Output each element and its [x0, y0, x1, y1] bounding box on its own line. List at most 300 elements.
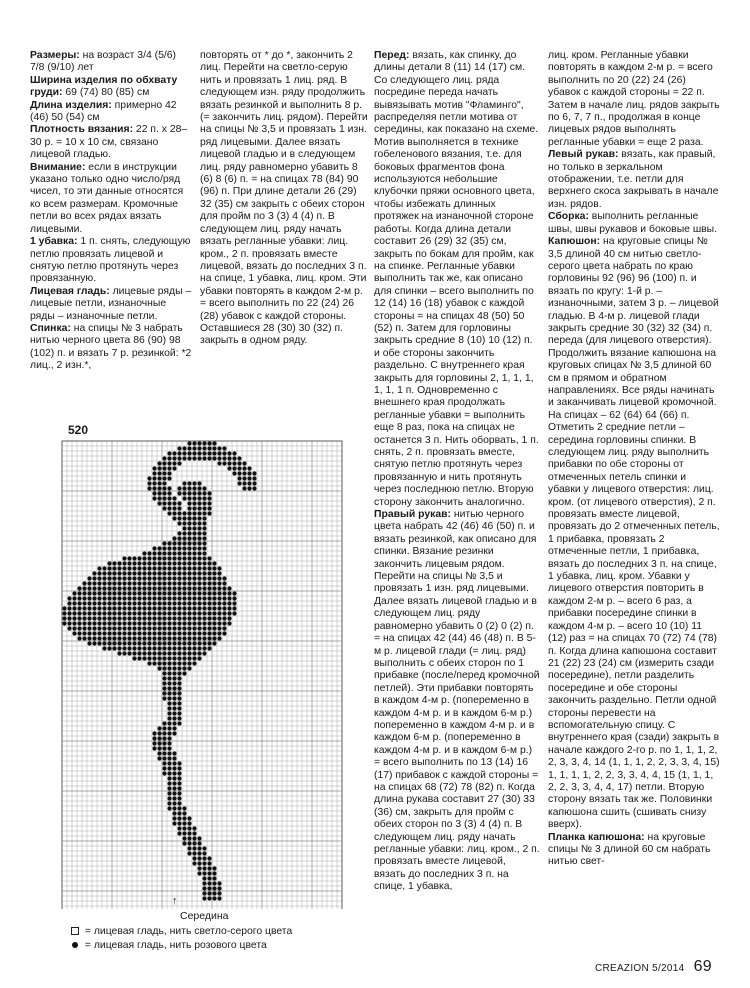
motif-stitch	[162, 756, 166, 760]
motif-stitch	[147, 626, 151, 630]
motif-stitch	[157, 736, 161, 740]
motif-stitch	[232, 461, 236, 465]
motif-stitch	[107, 636, 111, 640]
motif-stitch	[212, 571, 216, 575]
motif-stitch	[207, 881, 211, 885]
motif-stitch	[182, 541, 186, 545]
motif-stitch	[192, 661, 196, 665]
motif-stitch	[197, 586, 201, 590]
motif-stitch	[207, 871, 211, 875]
motif-stitch	[97, 616, 101, 620]
motif-stitch	[227, 586, 231, 590]
motif-stitch	[142, 636, 146, 640]
motif-stitch	[167, 696, 171, 700]
motif-stitch	[82, 591, 86, 595]
paragraph-text: повторять от * до *, закончить 2 лиц. Перейти на светло-серую нить и провязать 1 лиц. ряд. В следующем изн. ряду продолжить вязать резинкой и выполнить 8 р. (= закончить лиц. рядом). Перейти на спицы № 3,5 и провязать 1 изн. ряд лицевыми. Далее вязать лицевой гладью и в следующем лиц. ряду равномерно убавить 8 (6) 8 (6) п. = на спицах 78 (84) 90 (96) п. При длине детали 26 (29) 32 (35) см закрыть с обеих сторон для пройм по 3 (3) 4 (4) п. В следующем лиц. ряду начать вязать регланные убавки: лиц. кром., 2 п. провязать вместе лицевой, вязать до последних 3 п. на спице, 1 убавка, лиц. кром. Эти убавки повторять в каждом 2-м р. = всего выполнить по 22 (24) 26 (28) убавок с каждой стороны. Оставшиеся 28 (30) 30 (32) п. закрыть в одном ряду.	[200, 50, 368, 347]
motif-stitch	[207, 576, 211, 580]
motif-stitch	[72, 596, 76, 600]
motif-stitch	[157, 621, 161, 625]
motif-stitch	[97, 586, 101, 590]
motif-stitch	[197, 846, 201, 850]
motif-stitch	[192, 556, 196, 560]
motif-stitch	[162, 616, 166, 620]
motif-stitch	[107, 591, 111, 595]
motif-stitch	[207, 606, 211, 610]
motif-stitch	[162, 771, 166, 775]
motif-stitch	[122, 591, 126, 595]
motif-stitch	[202, 501, 206, 505]
motif-stitch	[107, 631, 111, 635]
motif-stitch	[132, 651, 136, 655]
motif-stitch	[172, 556, 176, 560]
motif-stitch	[207, 631, 211, 635]
motif-stitch	[212, 441, 216, 445]
motif-stitch	[162, 566, 166, 570]
motif-stitch	[212, 566, 216, 570]
motif-stitch	[212, 896, 216, 900]
motif-stitch	[152, 741, 156, 745]
motif-stitch	[162, 751, 166, 755]
motif-stitch	[182, 451, 186, 455]
motif-stitch	[152, 731, 156, 735]
motif-stitch	[172, 581, 176, 585]
motif-stitch	[197, 856, 201, 860]
motif-stitch	[112, 576, 116, 580]
motif-stitch	[112, 646, 116, 650]
motif-stitch	[197, 446, 201, 450]
motif-stitch	[182, 631, 186, 635]
motif-stitch	[217, 621, 221, 625]
motif-stitch	[147, 586, 151, 590]
motif-stitch	[152, 546, 156, 550]
motif-stitch	[167, 791, 171, 795]
paragraph-text: на возраст 3/4 (5/6) 7/8 (9/10) лет	[30, 50, 176, 74]
motif-stitch	[207, 596, 211, 600]
motif-stitch	[167, 801, 171, 805]
motif-stitch	[212, 871, 216, 875]
flamingo-chart	[60, 439, 350, 909]
paragraph	[30, 124, 192, 161]
motif-stitch	[157, 726, 161, 730]
motif-stitch	[177, 786, 181, 790]
motif-stitch	[167, 476, 171, 480]
motif-stitch	[157, 561, 161, 565]
motif-stitch	[137, 591, 141, 595]
motif-stitch	[162, 576, 166, 580]
motif-stitch	[247, 481, 251, 485]
motif-stitch	[107, 586, 111, 590]
motif-stitch	[167, 461, 171, 465]
motif-stitch	[207, 621, 211, 625]
motif-stitch	[172, 551, 176, 555]
motif-stitch	[137, 566, 141, 570]
motif-stitch	[167, 751, 171, 755]
motif-stitch	[177, 556, 181, 560]
motif-stitch	[192, 841, 196, 845]
motif-stitch	[147, 616, 151, 620]
motif-stitch	[182, 821, 186, 825]
motif-stitch	[177, 651, 181, 655]
paragraph	[30, 162, 192, 236]
motif-stitch	[92, 616, 96, 620]
paragraph-text: лицевые ряды – лицевые петли, изнаночные ряды – изнаночные петли.	[30, 285, 192, 322]
motif-stitch	[167, 596, 171, 600]
motif-stitch	[167, 581, 171, 585]
motif-stitch	[87, 636, 91, 640]
motif-stitch	[177, 446, 181, 450]
motif-stitch	[142, 581, 146, 585]
motif-stitch	[192, 581, 196, 585]
motif-stitch	[97, 591, 101, 595]
motif-stitch	[232, 601, 236, 605]
motif-stitch	[77, 631, 81, 635]
motif-stitch	[177, 771, 181, 775]
motif-stitch	[182, 811, 186, 815]
motif-stitch	[167, 756, 171, 760]
motif-stitch	[187, 656, 191, 660]
motif-stitch	[177, 546, 181, 550]
motif-stitch	[192, 511, 196, 515]
motif-stitch	[187, 531, 191, 535]
motif-stitch	[172, 801, 176, 805]
motif-stitch	[77, 611, 81, 615]
motif-stitch	[167, 626, 171, 630]
motif-stitch	[187, 526, 191, 530]
motif-stitch	[207, 566, 211, 570]
motif-stitch	[127, 586, 131, 590]
motif-stitch	[132, 601, 136, 605]
motif-stitch	[227, 611, 231, 615]
motif-stitch	[187, 506, 191, 510]
motif-stitch	[182, 481, 186, 485]
motif-stitch	[242, 466, 246, 470]
motif-stitch	[117, 631, 121, 635]
motif-stitch	[162, 496, 166, 500]
motif-stitch	[117, 576, 121, 580]
motif-stitch	[192, 566, 196, 570]
motif-stitch	[177, 486, 181, 490]
motif-stitch	[192, 561, 196, 565]
motif-stitch	[162, 586, 166, 590]
motif-stitch	[102, 631, 106, 635]
motif-stitch	[117, 626, 121, 630]
motif-stitch	[167, 501, 171, 505]
motif-stitch	[222, 616, 226, 620]
section-heading: Капюшон:	[548, 236, 601, 248]
motif-stitch	[177, 616, 181, 620]
paragraph	[548, 50, 720, 149]
motif-stitch	[197, 651, 201, 655]
motif-stitch	[127, 571, 131, 575]
motif-stitch	[172, 786, 176, 790]
motif-stitch	[202, 631, 206, 635]
motif-stitch	[192, 826, 196, 830]
motif-stitch	[177, 701, 181, 705]
motif-stitch	[187, 596, 191, 600]
motif-stitch	[187, 836, 191, 840]
motif-stitch	[177, 811, 181, 815]
motif-stitch	[187, 516, 191, 520]
motif-stitch	[162, 721, 166, 725]
motif-stitch	[92, 591, 96, 595]
motif-stitch	[97, 641, 101, 645]
motif-stitch	[97, 581, 101, 585]
motif-stitch	[142, 556, 146, 560]
motif-stitch	[182, 831, 186, 835]
motif-stitch	[157, 586, 161, 590]
section-heading: Сборка:	[548, 211, 589, 223]
motif-stitch	[167, 616, 171, 620]
motif-stitch	[172, 791, 176, 795]
column-1	[30, 50, 192, 373]
center-label	[180, 910, 229, 922]
motif-stitch	[162, 581, 166, 585]
motif-stitch	[182, 486, 186, 490]
motif-stitch	[172, 456, 176, 460]
legend-pink-text: = лицевая гладь, нить розового цвета	[84, 940, 267, 951]
motif-stitch	[192, 646, 196, 650]
motif-stitch	[87, 576, 91, 580]
motif-stitch	[222, 631, 226, 635]
motif-stitch	[212, 591, 216, 595]
motif-stitch	[252, 476, 256, 480]
motif-stitch	[212, 636, 216, 640]
motif-stitch	[157, 556, 161, 560]
motif-stitch	[192, 651, 196, 655]
motif-stitch	[87, 611, 91, 615]
motif-stitch	[202, 491, 206, 495]
motif-stitch	[167, 726, 171, 730]
motif-stitch	[107, 646, 111, 650]
motif-stitch	[197, 546, 201, 550]
motif-stitch	[177, 626, 181, 630]
motif-stitch	[217, 611, 221, 615]
motif-stitch	[202, 536, 206, 540]
motif-stitch	[187, 536, 191, 540]
motif-stitch	[162, 651, 166, 655]
motif-stitch	[72, 631, 76, 635]
motif-stitch	[252, 471, 256, 475]
motif-stitch	[177, 666, 181, 670]
motif-stitch	[197, 871, 201, 875]
motif-stitch	[177, 656, 181, 660]
motif-stitch	[82, 601, 86, 605]
section-heading: Плотность вязания:	[30, 124, 134, 136]
square-symbol-icon	[71, 927, 79, 935]
motif-stitch	[87, 596, 91, 600]
motif-stitch	[112, 561, 116, 565]
motif-stitch	[112, 626, 116, 630]
motif-stitch	[172, 701, 176, 705]
motif-stitch	[102, 571, 106, 575]
motif-stitch	[202, 871, 206, 875]
motif-stitch	[87, 591, 91, 595]
motif-stitch	[107, 576, 111, 580]
motif-stitch	[112, 596, 116, 600]
motif-stitch	[172, 566, 176, 570]
motif-stitch	[217, 596, 221, 600]
motif-stitch	[77, 586, 81, 590]
motif-stitch	[87, 601, 91, 605]
motif-stitch	[192, 831, 196, 835]
motif-stitch	[177, 571, 181, 575]
motif-stitch	[207, 501, 211, 505]
motif-stitch	[227, 451, 231, 455]
motif-stitch	[197, 591, 201, 595]
motif-stitch	[177, 631, 181, 635]
motif-stitch	[192, 591, 196, 595]
motif-stitch	[182, 521, 186, 525]
motif-stitch	[177, 541, 181, 545]
motif-stitch	[157, 471, 161, 475]
motif-stitch	[207, 491, 211, 495]
motif-stitch	[87, 606, 91, 610]
motif-stitch	[207, 641, 211, 645]
magazine-issue: CREAZION 5/2014	[594, 963, 685, 974]
motif-stitch	[167, 766, 171, 770]
motif-stitch	[122, 621, 126, 625]
paragraph	[30, 75, 192, 100]
motif-stitch	[177, 706, 181, 710]
motif-stitch	[82, 631, 86, 635]
motif-stitch	[177, 831, 181, 835]
motif-stitch	[197, 616, 201, 620]
motif-stitch	[252, 481, 256, 485]
motif-stitch	[172, 766, 176, 770]
motif-stitch	[122, 616, 126, 620]
motif-stitch	[202, 546, 206, 550]
motif-stitch	[172, 696, 176, 700]
motif-stitch	[132, 591, 136, 595]
motif-stitch	[177, 601, 181, 605]
motif-stitch	[187, 851, 191, 855]
motif-stitch	[177, 641, 181, 645]
motif-stitch	[92, 596, 96, 600]
motif-stitch	[177, 696, 181, 700]
motif-stitch	[192, 856, 196, 860]
motif-stitch	[232, 451, 236, 455]
motif-stitch	[157, 756, 161, 760]
motif-stitch	[202, 581, 206, 585]
motif-stitch	[177, 491, 181, 495]
motif-stitch	[177, 671, 181, 675]
motif-stitch	[182, 566, 186, 570]
motif-stitch	[167, 561, 171, 565]
motif-stitch	[207, 506, 211, 510]
motif-stitch	[127, 621, 131, 625]
motif-stitch	[192, 446, 196, 450]
paragraph-text: выполнить регланные швы, швы рукавов и боковые швы.	[548, 211, 718, 235]
motif-stitch	[127, 641, 131, 645]
motif-stitch	[222, 626, 226, 630]
paragraph-text: на спицы № 3 набрать нитью черного цвета 86 (90) 98 (102) п. и вязать 7 р. резинкой: *2 лиц., 2 изн.*,	[30, 322, 192, 372]
motif-stitch	[177, 516, 181, 520]
motif-stitch	[207, 496, 211, 500]
motif-stitch	[167, 781, 171, 785]
paragraph-text: 1 п. снять, следующую петлю провязать лицевой и снятую петлю протянуть через провязанную.	[30, 236, 191, 285]
motif-stitch	[207, 896, 211, 900]
motif-stitch	[142, 576, 146, 580]
motif-stitch	[222, 446, 226, 450]
motif-stitch	[87, 616, 91, 620]
motif-stitch	[102, 611, 106, 615]
motif-stitch	[112, 581, 116, 585]
motif-stitch	[152, 656, 156, 660]
motif-stitch	[202, 441, 206, 445]
motif-stitch	[202, 551, 206, 555]
motif-stitch	[147, 601, 151, 605]
motif-stitch	[162, 731, 166, 735]
motif-stitch	[137, 626, 141, 630]
motif-stitch	[157, 581, 161, 585]
motif-stitch	[117, 646, 121, 650]
motif-stitch	[187, 551, 191, 555]
motif-stitch	[157, 626, 161, 630]
motif-stitch	[217, 636, 221, 640]
motif-stitch	[97, 626, 101, 630]
motif-stitch	[197, 541, 201, 545]
motif-stitch	[187, 621, 191, 625]
motif-stitch	[187, 571, 191, 575]
motif-stitch	[127, 626, 131, 630]
motif-stitch	[192, 521, 196, 525]
motif-stitch	[167, 456, 171, 460]
motif-stitch	[167, 591, 171, 595]
motif-stitch	[197, 631, 201, 635]
motif-stitch	[177, 761, 181, 765]
motif-stitch	[162, 666, 166, 670]
motif-stitch	[177, 766, 181, 770]
motif-stitch	[132, 566, 136, 570]
motif-stitch	[242, 486, 246, 490]
motif-stitch	[92, 621, 96, 625]
motif-stitch	[152, 646, 156, 650]
motif-stitch	[177, 801, 181, 805]
motif-stitch	[167, 676, 171, 680]
motif-stitch	[192, 541, 196, 545]
motif-stitch	[122, 636, 126, 640]
motif-stitch	[122, 641, 126, 645]
motif-stitch	[172, 601, 176, 605]
section-heading: Перед:	[374, 50, 410, 61]
motif-stitch	[232, 596, 236, 600]
motif-stitch	[202, 566, 206, 570]
motif-stitch	[167, 576, 171, 580]
motif-stitch	[167, 661, 171, 665]
motif-stitch	[142, 566, 146, 570]
motif-stitch	[207, 626, 211, 630]
motif-stitch	[232, 606, 236, 610]
motif-stitch	[207, 441, 211, 445]
motif-stitch	[147, 651, 151, 655]
motif-stitch	[82, 586, 86, 590]
motif-stitch	[242, 476, 246, 480]
motif-stitch	[127, 581, 131, 585]
motif-stitch	[167, 701, 171, 705]
motif-stitch	[167, 556, 171, 560]
motif-stitch	[82, 581, 86, 585]
motif-stitch	[167, 691, 171, 695]
motif-stitch	[167, 656, 171, 660]
motif-stitch	[172, 716, 176, 720]
motif-stitch	[182, 531, 186, 535]
legend-pink	[68, 940, 267, 951]
motif-stitch	[202, 881, 206, 885]
motif-stitch	[72, 606, 76, 610]
motif-stitch	[132, 606, 136, 610]
motif-stitch	[172, 616, 176, 620]
motif-stitch	[127, 606, 131, 610]
